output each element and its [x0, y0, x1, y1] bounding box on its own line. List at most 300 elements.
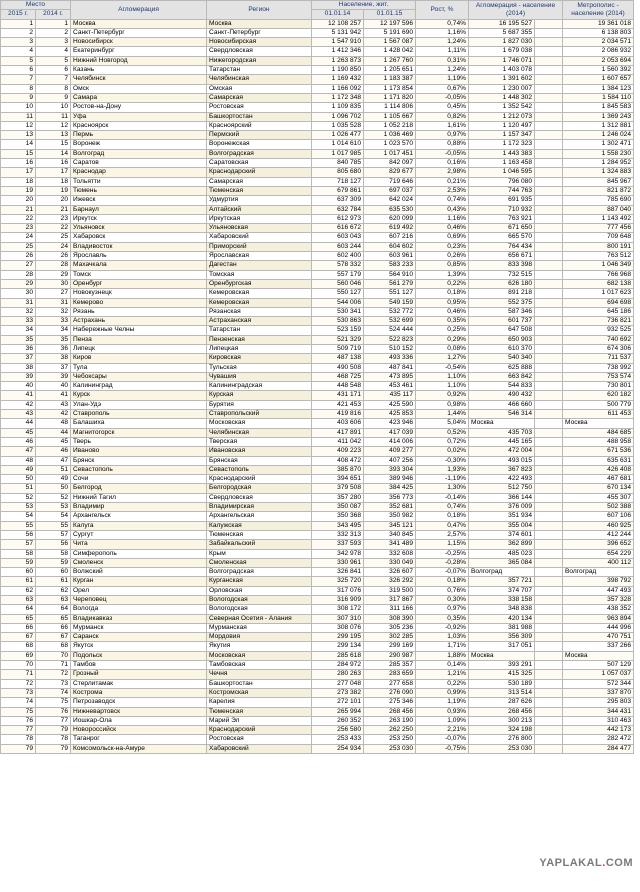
cell-spacer — [535, 428, 563, 437]
cell-agglomeration: Воронеж — [71, 140, 207, 149]
cell-spacer — [535, 186, 563, 195]
cell-agglomeration: Новосибирск — [71, 38, 207, 47]
cell-agglomeration: Санкт-Петербург — [71, 28, 207, 37]
cell-pop-2014: 616 672 — [312, 224, 364, 233]
cell-rank-2015: 34 — [1, 326, 36, 335]
cell-rank-2014: 14 — [36, 149, 71, 158]
cell-metro-pop: 357 328 — [563, 596, 634, 605]
cell-spacer — [535, 261, 563, 270]
cell-spacer — [535, 224, 563, 233]
table-row — [1, 261, 634, 270]
cell-metro-pop: 500 779 — [563, 400, 634, 409]
cell-pop-2014: 1 547 910 — [312, 38, 364, 47]
table-row — [1, 28, 634, 37]
cell-metro-pop: 766 968 — [563, 270, 634, 279]
cell-agglomeration: Саратов — [71, 159, 207, 168]
watermark-dot: . — [602, 857, 606, 869]
cell-metro-pop: 611 453 — [563, 410, 634, 419]
cell-rank-2015: 76 — [1, 716, 36, 725]
cell-agl-pop: 324 198 — [469, 726, 535, 735]
cell-metro-pop: 2 053 694 — [563, 56, 634, 65]
cell-rank-2014: 56 — [36, 540, 71, 549]
cell-growth: 0,46% — [416, 224, 469, 233]
cell-growth: 1,11% — [416, 47, 469, 56]
cell-pop-2015: 285 357 — [364, 661, 416, 670]
cell-pop-2015: 583 233 — [364, 261, 416, 270]
cell-growth: 0,29% — [416, 335, 469, 344]
cell-rank-2014: 71 — [36, 661, 71, 670]
cell-metro-pop: 282 472 — [563, 735, 634, 744]
cell-rank-2015: 14 — [1, 140, 36, 149]
table-row — [1, 224, 634, 233]
cell-metro-pop: 467 681 — [563, 475, 634, 484]
cell-agglomeration: Балашиха — [71, 419, 207, 428]
cell-metro-pop: 507 129 — [563, 661, 634, 670]
cell-pop-2015: 551 127 — [364, 289, 416, 298]
cell-rank-2014: 32 — [36, 307, 71, 316]
cell-pop-2014: 379 508 — [312, 484, 364, 493]
cell-pop-2015: 635 530 — [364, 205, 416, 214]
cell-rank-2015: 38 — [1, 363, 36, 372]
cell-agglomeration: Барнаул — [71, 205, 207, 214]
cell-agl-pop: Москва — [469, 419, 535, 428]
cell-agglomeration: Рязань — [71, 307, 207, 316]
cell-rank-2014: 59 — [36, 558, 71, 567]
cell-spacer — [535, 103, 563, 112]
cell-pop-2015: 1 267 760 — [364, 56, 416, 65]
cell-agl-pop: 1 443 383 — [469, 149, 535, 158]
cell-spacer — [535, 56, 563, 65]
cell-pop-2015: 1 173 854 — [364, 84, 416, 93]
cell-pop-2015: 332 608 — [364, 549, 416, 558]
cell-rank-2015: 78 — [1, 735, 36, 744]
cell-agl-pop: 764 434 — [469, 242, 535, 251]
cell-rank-2014: 26 — [36, 252, 71, 261]
cell-agglomeration: Курган — [71, 577, 207, 586]
cell-pop-2014: 521 329 — [312, 335, 364, 344]
cell-spacer — [535, 307, 563, 316]
cell-rank-2014: 31 — [36, 298, 71, 307]
cell-pop-2014: 277 048 — [312, 679, 364, 688]
cell-spacer — [535, 149, 563, 158]
table-row — [1, 586, 634, 595]
cell-spacer — [535, 735, 563, 744]
cell-pop-2014: 603 043 — [312, 233, 364, 242]
table-row — [1, 596, 634, 605]
table-row — [1, 66, 634, 75]
cell-region: Татарстан — [207, 66, 312, 75]
cell-spacer — [535, 66, 563, 75]
cell-spacer — [535, 75, 563, 84]
cell-rank-2014: 53 — [36, 503, 71, 512]
cell-region: Башкортостан — [207, 679, 312, 688]
cell-rank-2015: 9 — [1, 93, 36, 102]
cell-rank-2014: 5 — [36, 56, 71, 65]
cell-spacer — [535, 354, 563, 363]
cell-pop-2014: 253 433 — [312, 735, 364, 744]
cell-rank-2014: 24 — [36, 242, 71, 251]
cell-pop-2014: 557 179 — [312, 270, 364, 279]
cell-spacer — [535, 47, 563, 56]
cell-metro-pop: Москва — [563, 651, 634, 660]
cell-metro-pop: 682 138 — [563, 279, 634, 288]
cell-region: Орловская — [207, 586, 312, 595]
cell-rank-2014: 6 — [36, 66, 71, 75]
cell-region: Оренбургская — [207, 279, 312, 288]
cell-pop-2015: 1 567 087 — [364, 38, 416, 47]
cell-metro-pop: 438 352 — [563, 605, 634, 614]
cell-pop-2014: 718 127 — [312, 177, 364, 186]
cell-spacer — [535, 549, 563, 558]
cell-metro-pop: 670 134 — [563, 484, 634, 493]
cell-agglomeration: Пенза — [71, 335, 207, 344]
cell-region: Татарстан — [207, 326, 312, 335]
cell-spacer — [535, 651, 563, 660]
cell-growth: 1,03% — [416, 633, 469, 642]
cell-rank-2014: 18 — [36, 177, 71, 186]
cell-rank-2014: 52 — [36, 493, 71, 502]
cell-region: Калининградская — [207, 382, 312, 391]
cell-growth: 0,14% — [416, 661, 469, 670]
cell-growth: -1,19% — [416, 475, 469, 484]
cell-agglomeration: Киров — [71, 354, 207, 363]
cell-growth: 0,43% — [416, 205, 469, 214]
cell-growth: -0,07% — [416, 568, 469, 577]
cell-pop-2014: 1 263 873 — [312, 56, 364, 65]
cell-rank-2014: 79 — [36, 726, 71, 735]
cell-agl-pop: 625 888 — [469, 363, 535, 372]
cell-metro-pop: 763 512 — [563, 252, 634, 261]
cell-pop-2015: 1 205 651 — [364, 66, 416, 75]
cell-pop-2014: 679 861 — [312, 186, 364, 195]
cell-pop-2014: 1 026 477 — [312, 131, 364, 140]
cell-agglomeration: Калининград — [71, 382, 207, 391]
cell-pop-2014: 307 310 — [312, 614, 364, 623]
cell-rank-2015: 35 — [1, 335, 36, 344]
cell-agglomeration: Симферополь — [71, 549, 207, 558]
cell-pop-2014: 394 651 — [312, 475, 364, 484]
cell-rank-2014: 13 — [36, 131, 71, 140]
cell-agl-pop: 691 935 — [469, 196, 535, 205]
cell-pop-2014: 316 909 — [312, 596, 364, 605]
cell-rank-2014: 62 — [36, 586, 71, 595]
cell-rank-2015: 61 — [1, 577, 36, 586]
cell-spacer — [535, 391, 563, 400]
cell-rank-2014: 64 — [36, 605, 71, 614]
cell-agglomeration: Таганрог — [71, 735, 207, 744]
cell-metro-pop: 19 361 018 — [563, 19, 634, 28]
table-row — [1, 437, 634, 446]
cell-spacer — [535, 688, 563, 697]
cell-spacer — [535, 419, 563, 428]
cell-region: Удмуртия — [207, 196, 312, 205]
cell-pop-2015: 435 117 — [364, 391, 416, 400]
cell-spacer — [535, 38, 563, 47]
cell-rank-2014: 50 — [36, 484, 71, 493]
cell-growth: -0,54% — [416, 363, 469, 372]
cell-spacer — [535, 298, 563, 307]
cell-metro-pop: 620 182 — [563, 391, 634, 400]
header-growth: Рост, % — [416, 1, 469, 20]
cell-region: Ростовская — [207, 103, 312, 112]
cell-rank-2015: 75 — [1, 707, 36, 716]
cell-spacer — [535, 596, 563, 605]
cell-rank-2014: 19 — [36, 186, 71, 195]
cell-rank-2014: 21 — [36, 205, 71, 214]
table-row — [1, 623, 634, 632]
cell-region: Рязанская — [207, 307, 312, 316]
table-row — [1, 326, 634, 335]
cell-agglomeration: Саранск — [71, 633, 207, 642]
cell-pop-2014: 403 606 — [312, 419, 364, 428]
cell-growth: 0,92% — [416, 391, 469, 400]
cell-pop-2014: 1 017 985 — [312, 149, 364, 158]
cell-agglomeration: Сургут — [71, 530, 207, 539]
table-row — [1, 47, 634, 56]
cell-rank-2014: 49 — [36, 475, 71, 484]
cell-agglomeration: Мурманск — [71, 623, 207, 632]
cell-growth: 1,71% — [416, 642, 469, 651]
cell-growth: 1,19% — [416, 698, 469, 707]
cell-rank-2014: 30 — [36, 279, 71, 288]
cell-spacer — [535, 633, 563, 642]
cell-agl-pop: 891 218 — [469, 289, 535, 298]
table-row — [1, 149, 634, 158]
cell-region: Новосибирская — [207, 38, 312, 47]
cell-region: Курская — [207, 391, 312, 400]
cell-agl-pop: 445 165 — [469, 437, 535, 446]
cell-rank-2015: 24 — [1, 233, 36, 242]
cell-rank-2014: 44 — [36, 428, 71, 437]
table-row — [1, 335, 634, 344]
cell-agl-pop: 647 508 — [469, 326, 535, 335]
cell-rank-2014: 70 — [36, 651, 71, 660]
cell-agglomeration: Ижевск — [71, 196, 207, 205]
cell-agglomeration: Владимир — [71, 503, 207, 512]
cell-pop-2014: 342 978 — [312, 549, 364, 558]
cell-pop-2014: 490 508 — [312, 363, 364, 372]
cell-metro-pop: 674 306 — [563, 344, 634, 353]
cell-pop-2014: 1 096 702 — [312, 112, 364, 121]
cell-region: Астраханская — [207, 317, 312, 326]
cell-spacer — [535, 344, 563, 353]
cell-growth: 0,08% — [416, 344, 469, 353]
cell-pop-2014: 350 087 — [312, 503, 364, 512]
cell-rank-2015: 71 — [1, 670, 36, 679]
cell-spacer — [535, 242, 563, 251]
cell-agglomeration: Тольятти — [71, 177, 207, 186]
cell-growth: -0,75% — [416, 744, 469, 753]
cell-pop-2015: 1 017 451 — [364, 149, 416, 158]
cell-agl-pop: 485 023 — [469, 549, 535, 558]
cell-metro-pop: 740 692 — [563, 335, 634, 344]
cell-region: Алтайский — [207, 205, 312, 214]
cell-pop-2014: 603 244 — [312, 242, 364, 251]
cell-agglomeration: Череповец — [71, 596, 207, 605]
table-header — [1, 1, 634, 20]
cell-agl-pop: 763 921 — [469, 214, 535, 223]
cell-growth: -0,25% — [416, 549, 469, 558]
cell-rank-2015: 49 — [1, 465, 36, 474]
cell-region: Ростовская — [207, 735, 312, 744]
cell-metro-pop: 484 685 — [563, 428, 634, 437]
cell-rank-2014: 66 — [36, 623, 71, 632]
cell-agglomeration: Самара — [71, 93, 207, 102]
cell-region: Томская — [207, 270, 312, 279]
cell-spacer — [535, 447, 563, 456]
table-row — [1, 279, 634, 288]
cell-agglomeration: Челябинск — [71, 75, 207, 84]
cell-region: Санкт-Петербург — [207, 28, 312, 37]
cell-growth: 0,69% — [416, 233, 469, 242]
cell-pop-2014: 337 593 — [312, 540, 364, 549]
cell-pop-2014: 417 891 — [312, 428, 364, 437]
cell-region: Тульская — [207, 363, 312, 372]
cell-metro-pop: 488 958 — [563, 437, 634, 446]
cell-rank-2014: 48 — [36, 419, 71, 428]
cell-pop-2014: 265 994 — [312, 707, 364, 716]
cell-rank-2015: 67 — [1, 633, 36, 642]
table-row — [1, 503, 634, 512]
cell-growth: 0,74% — [416, 196, 469, 205]
cell-spacer — [535, 112, 563, 121]
cell-metro-pop: 709 648 — [563, 233, 634, 242]
cell-metro-pop: 310 463 — [563, 716, 634, 725]
cell-spacer — [535, 335, 563, 344]
cell-metro-pop: 284 477 — [563, 744, 634, 753]
cell-metro-pop: 654 229 — [563, 549, 634, 558]
cell-region: Марий Эл — [207, 716, 312, 725]
cell-agglomeration: Сочи — [71, 475, 207, 484]
cell-rank-2015: 30 — [1, 289, 36, 298]
table-row — [1, 38, 634, 47]
cell-rank-2015: 44 — [1, 419, 36, 428]
cell-rank-2014: 37 — [36, 363, 71, 372]
table-row — [1, 651, 634, 660]
cell-agglomeration: Ярославль — [71, 252, 207, 261]
cell-pop-2014: 273 382 — [312, 688, 364, 697]
cell-growth: 2,53% — [416, 186, 469, 195]
cell-agglomeration: Нижний Тагил — [71, 493, 207, 502]
cell-rank-2015: 22 — [1, 214, 36, 223]
table-row — [1, 307, 634, 316]
cell-agl-pop: 744 763 — [469, 186, 535, 195]
cell-rank-2014: 23 — [36, 214, 71, 223]
cell-agl-pop: 366 144 — [469, 493, 535, 502]
cell-pop-2015: 619 492 — [364, 224, 416, 233]
cell-agglomeration: Ульяновск — [71, 224, 207, 233]
cell-agl-pop: 355 004 — [469, 521, 535, 530]
cell-pop-2014: 632 784 — [312, 205, 364, 214]
cell-pop-2014: 350 368 — [312, 512, 364, 521]
cell-pop-2014: 317 076 — [312, 586, 364, 595]
table-row — [1, 558, 634, 567]
cell-growth: 0,45% — [416, 103, 469, 112]
cell-growth: 1,88% — [416, 651, 469, 660]
cell-rank-2014: 35 — [36, 335, 71, 344]
cell-agl-pop: 393 291 — [469, 661, 535, 670]
cell-metro-pop: 1 324 883 — [563, 168, 634, 177]
cell-rank-2014: 42 — [36, 410, 71, 419]
table-row — [1, 549, 634, 558]
cell-rank-2014: 4 — [36, 47, 71, 56]
cell-pop-2015: 510 152 — [364, 344, 416, 353]
cell-metro-pop: 2 086 932 — [563, 47, 634, 56]
cell-agl-pop: 796 080 — [469, 177, 535, 186]
cell-metro-pop: 1 558 230 — [563, 149, 634, 158]
cell-rank-2015: 23 — [1, 224, 36, 233]
cell-pop-2014: 1 172 348 — [312, 93, 364, 102]
cell-agglomeration: Севастополь — [71, 465, 207, 474]
cell-pop-2014: 330 961 — [312, 558, 364, 567]
cell-pop-2014: 343 495 — [312, 521, 364, 530]
cell-region: Московская — [207, 651, 312, 660]
cell-pop-2014: 1 035 528 — [312, 121, 364, 130]
cell-agglomeration: Тула — [71, 363, 207, 372]
cell-metro-pop: 777 456 — [563, 224, 634, 233]
cell-pop-2015: 607 216 — [364, 233, 416, 242]
table-row — [1, 103, 634, 112]
cell-rank-2014: 67 — [36, 633, 71, 642]
cell-agl-pop: 587 346 — [469, 307, 535, 316]
cell-agglomeration: Владивосток — [71, 242, 207, 251]
cell-rank-2015: 26 — [1, 252, 36, 261]
cell-growth: 0,22% — [416, 679, 469, 688]
table-row — [1, 614, 634, 623]
cell-metro-pop: 800 191 — [563, 242, 634, 251]
cell-region: Пензенская — [207, 335, 312, 344]
cell-spacer — [535, 623, 563, 632]
cell-pop-2015: 302 285 — [364, 633, 416, 642]
cell-spacer — [535, 540, 563, 549]
cell-region: Ярославская — [207, 252, 312, 261]
cell-pop-2015: 326 292 — [364, 577, 416, 586]
cell-spacer — [535, 317, 563, 326]
cell-region: Саратовская — [207, 159, 312, 168]
cell-rank-2014: 29 — [36, 270, 71, 279]
header-place: Место — [1, 1, 71, 10]
cell-pop-2014: 1 412 346 — [312, 47, 364, 56]
cell-rank-2014: 79 — [36, 744, 71, 753]
cell-metro-pop: 344 431 — [563, 707, 634, 716]
cell-metro-pop: 1 369 243 — [563, 112, 634, 121]
cell-growth: 2,98% — [416, 168, 469, 177]
cell-agl-pop: 362 899 — [469, 540, 535, 549]
cell-spacer — [535, 121, 563, 130]
cell-rank-2015: 57 — [1, 540, 36, 549]
cell-spacer — [535, 661, 563, 670]
table-row — [1, 568, 634, 577]
cell-region: Хабаровский — [207, 233, 312, 242]
cell-pop-2015: 389 946 — [364, 475, 416, 484]
table-row — [1, 242, 634, 251]
cell-rank-2015: 58 — [1, 549, 36, 558]
cell-rank-2015: 27 — [1, 261, 36, 270]
cell-rank-2014: 39 — [36, 372, 71, 381]
cell-rank-2014: 75 — [36, 698, 71, 707]
cell-region: Пермский — [207, 131, 312, 140]
cell-metro-pop: 426 408 — [563, 465, 634, 474]
cell-agl-pop: 732 515 — [469, 270, 535, 279]
cell-pop-2015: 277 658 — [364, 679, 416, 688]
cell-rank-2015: 62 — [1, 586, 36, 595]
cell-agl-pop: 665 570 — [469, 233, 535, 242]
cell-growth: 0,30% — [416, 596, 469, 605]
cell-agglomeration: Йошкар-Ола — [71, 716, 207, 725]
cell-agl-pop: 512 750 — [469, 484, 535, 493]
cell-metro-pop: 412 244 — [563, 530, 634, 539]
cell-pop-2015: 1 183 387 — [364, 75, 416, 84]
